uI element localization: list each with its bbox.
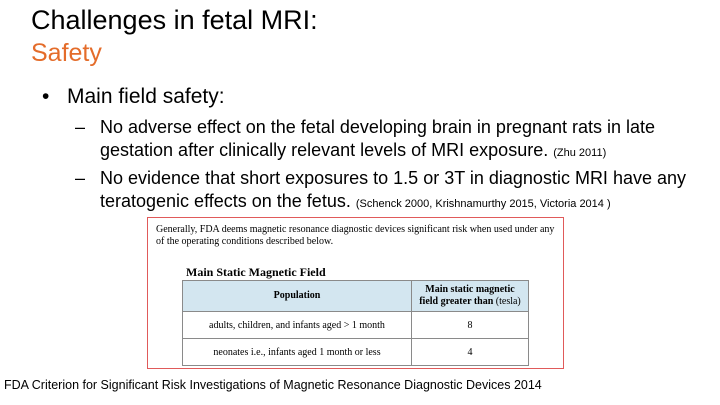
table-row [183, 312, 529, 339]
population-cell: neonates i.e., infants aged 1 month or less [183, 339, 412, 366]
fda-excerpt-box [147, 217, 564, 369]
footer-source: FDA Criterion for Significant Risk Investigations of Magnetic Resonance Diagnostic Devices 2014 [4, 378, 542, 392]
citation: (Zhu 2011) [553, 147, 607, 159]
header-field-unit: (tesla) [495, 296, 521, 307]
citation: (Schenck 2000, Krishnamurthy 2015, Victoria 2014 ) [355, 198, 611, 210]
slide-title: Challenges in fetal MRI: [31, 5, 318, 35]
header-population: Population [183, 281, 412, 312]
population-cell: adults, children, and infants aged > 1 month [183, 312, 412, 339]
dash-marker: – [75, 168, 86, 188]
header-field-main: Main static magnetic field greater than [419, 284, 515, 307]
sub-item-text: No adverse effect on the fetal developing brain in pregnant rats in late gestation after clinically relevant levels of MRI exposure. [100, 117, 656, 160]
dash-marker: – [75, 117, 86, 137]
magnetic-field-table [182, 280, 529, 366]
table-row [183, 339, 529, 366]
table-header-row [183, 281, 529, 312]
slide-subtitle: Safety [31, 39, 102, 67]
table-title: Main Static Magnetic Field [186, 265, 326, 279]
field-cell: 4 [412, 339, 529, 366]
bullet-dot: • [42, 85, 50, 108]
header-field [412, 281, 529, 312]
fda-intro-text: Generally, FDA deems magnetic resonance diagnostic devices significant risk when used under any of the operating conditions described below. [156, 224, 555, 247]
bullet-text: Main field safety: [67, 85, 225, 108]
sub-item-text: No evidence that short exposures to 1.5 or 3T in diagnostic MRI have any teratogenic effects on the fetus. [100, 168, 686, 211]
field-cell: 8 [412, 312, 529, 339]
